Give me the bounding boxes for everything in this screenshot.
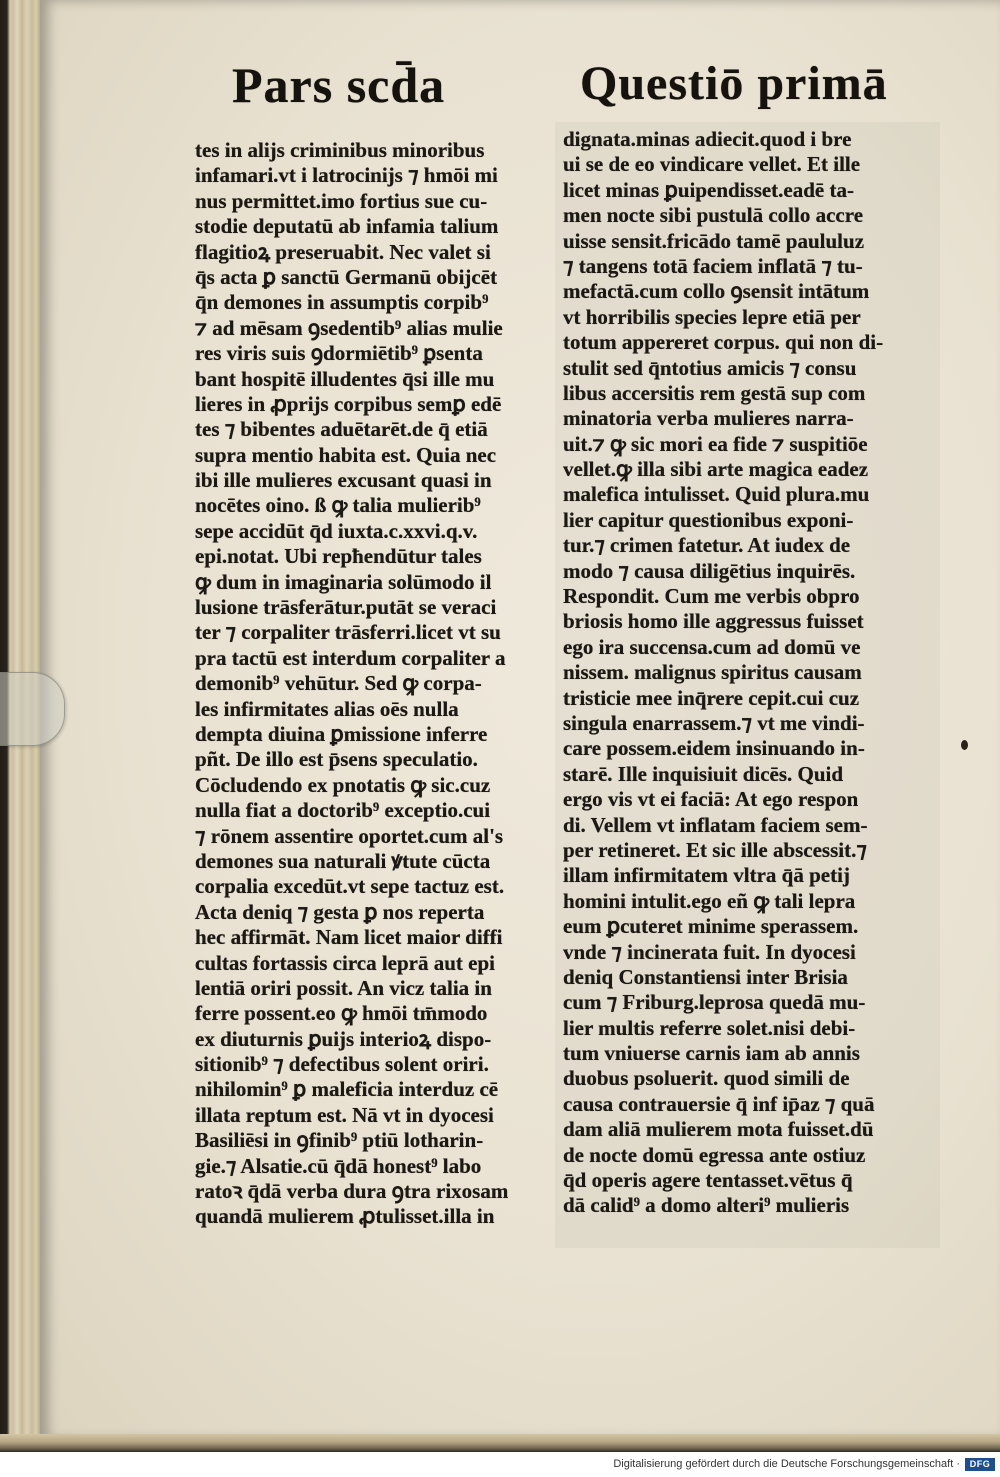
text-line: infamari.vt i latrocinijs ⁊ hmōi mi [195,163,498,188]
text-line: vellet.ꝙ illa sibi arte magica eadez [563,457,869,482]
text-line: ferre possent.eo ꝙ hmōi tm̄modo [195,1001,488,1026]
footer-bar [0,1452,1000,1477]
text-line: starē. Ille inquisiuit dicēs. Quid [563,761,844,786]
text-line: cum ⁊ Friburg.leprosa quedā mu- [563,990,866,1015]
text-line: Cōcludendo ex pnotatis ꝙ sic.cuz [195,772,491,797]
text-line: stulit sed q̄ntotius amicis ⁊ consu [563,355,857,380]
text-line: Basiliēsi in ꝯfinib⁹ ptiū lotharin- [195,1128,484,1153]
text-line: ⁊ ad mēsam ꝯsedentib⁹ alias mulie [195,315,503,340]
text-line: nissem. malignus spiritus causam [563,660,862,685]
text-line: Acta deniq ⁊ gesta ꝑ nos reperta [195,899,485,924]
text-line: care possem.eidem insinuando in- [563,736,865,761]
text-line: tes ⁊ bibentes aduētarēt.de q̄ etiā [195,417,488,442]
text-line: Respondit. Cum me verbis obpro [563,584,860,609]
text-line: sepe accidūt q̄d iuxta.c.xxvi.q.v. [195,518,478,543]
text-line: briosis homo ille aggressus fuisset [563,609,864,634]
text-line: dempta diuina ꝑmissione inferre [195,721,488,746]
text-line: tum vniuerse carnis iam ab annis [563,1041,860,1066]
page-clip [0,672,65,746]
text-line: res viris suis ꝯdormiētib⁹ ꝑsenta [195,341,483,366]
text-line: ⁊ tangens totā faciem inflatā ⁊ tu- [563,253,863,278]
text-line: dam aliā mulierem mota fuisset.dū [563,1117,874,1142]
text-line: ⁊ rōnem assentire oportet.cum al's [195,823,504,848]
text-line: di. Vellem vt inflatam faciem sem- [563,812,868,837]
text-line: mefactā.cum collo ꝯsensit intātum [563,279,870,304]
text-line: ꝙ dum in imaginaria solūmodo il [195,569,492,594]
text-line: nocētes oino. ß ꝙ talia mulierib⁹ [195,493,481,518]
text-line: stodie deputatū ab infamia talium [195,214,499,239]
running-head-left: Pars scd̄a [232,57,446,113]
text-line: singula enarrassem.⁊ vt me vindi- [563,710,865,735]
text-line: ui se de eo vindicare vellet. Et ille [563,152,861,177]
text-line: nihilomin⁹ ꝑ maleficia interduz cē [195,1077,499,1102]
text-line: les infirmitates alias oēs nulla [195,696,459,721]
text-line: nulla fiat a doctorib⁹ exceptio.cui [195,798,491,823]
text-line: epi.notat. Ubi repħendūtur tales [195,544,482,569]
text-line: supra mentio habita est. Quia nec [195,442,497,467]
text-line: licet minas ꝑuipendisset.eadē ta- [563,177,854,202]
text-line: tes in alijs criminibus minoribus [195,138,485,162]
text-line: duobus psoluerit. quod simili de [563,1066,850,1091]
text-line: quandā mulierem ꝓtulisset.illa in [195,1204,495,1229]
text-line: demonib⁹ vehūtur. Sed ꝙ corpa- [195,671,482,696]
text-line: lier capitur questionibus exponi- [563,507,854,532]
text-line: tristicie mee inq̄rere cepit.cui cuz [563,685,860,710]
text-line: men nocte sibi pustulā collo accre [563,203,864,228]
text-line: totum appereret corpus. qui non di- [563,330,884,355]
text-line: illata reptum est. Nā vt in dyocesi [195,1102,494,1127]
text-line: minatoria verba mulieres narra- [563,406,854,431]
text-line: flagitioꝝ preseruabit. Nec valet si [195,239,491,264]
text-line: vt horribilis species lepre etiā per [563,304,861,329]
dfg-logo[interactable]: DFG [965,1458,995,1471]
text-line: malefica intulisset. Quid plura.mu [563,482,870,507]
ink-spot [961,740,968,750]
text-line: lusione trāsferātur.putāt se veraci [195,595,497,620]
text-line: uisse sensit.fricādo tamē paululuz [563,228,865,253]
text-line: per retineret. Et sic ille abscessit.⁊ [563,837,867,862]
text-line: demones sua naturali ꝟtute cūcta [195,848,491,873]
text-line: uit.⁊ ꝙ sic mori ea fide ⁊ suspitiōe [563,431,868,456]
text-line: bant hospitē illudentes q̄si ille mu [195,366,495,391]
text-line: illam infirmitatem vltra q̄ā petij [563,863,850,888]
text-line: causa contrauersie q̄ inf ip̄az ⁊ quā [563,1091,875,1116]
text-line: q̄s acta ꝑ sanctū Germanū obijcēt [195,264,498,289]
text-line: hec affirmāt. Nam licet maior diffi [195,925,503,950]
text-line: lieres in ꝓprijs corpibus semꝑ edē [195,391,502,416]
text-line: ratoꝛ q̄dā verba dura ꝯtra rixosam [195,1179,509,1204]
running-head-right: Questiō primā [580,57,888,110]
text-line: libus accersitis rem gestā sup com [563,380,866,405]
text-line: pra tactū est interdum corpaliter a [195,645,506,670]
text-line: corpalia excedūt.vt sepe tactuz est. [195,874,505,899]
text-line: dā calid⁹ a domo alteri⁹ mulieris [563,1193,850,1218]
digitization-credit: Digitalisierung gefördert durch die Deutsche Forschungsgemeinschaft · [613,1458,960,1470]
text-line: ibi ille mulieres excusant quasi in [195,468,492,493]
text-line: ergo vis vt ei faciā: At ego respon [563,787,859,812]
text-line: sitionib⁹ ⁊ defectibus solent oriri. [195,1052,489,1077]
text-line: cultas fortassis circa leprā aut epi [195,950,495,975]
text-line: vnde ⁊ incinerata fuit. In dyocesi [563,939,856,964]
text-line: homini intulit.ego eñ ꝙ tali lepra [563,888,856,913]
text-column-right [563,127,928,1219]
text-line: nus permittet.imo fortius sue cu- [195,188,488,213]
text-line: ego ira succensa.cum ad domū ve [563,634,861,659]
text-line: q̄d operis agere tentasset.vētus q̄ [563,1168,853,1193]
text-line: tur.⁊ crimen fatetur. At iudex de [563,533,851,558]
text-line: pñt. De illo est p̄sens speculatio. [195,747,478,772]
text-line: deniq Constantiensi inter Brisia [563,964,848,989]
text-column-left [195,138,550,1230]
text-line: lier multis referre solet.nisi debi- [563,1015,856,1040]
text-line: gie.⁊ Alsatie.cū q̄dā honest⁹ labo [195,1153,482,1178]
text-line: eum ꝑcuteret minime sperassem. [563,914,859,939]
text-line: ex diuturnis ꝑuijs interioꝝ dispo- [195,1026,492,1051]
text-line: de nocte domū egressa ante ostiuz [563,1142,866,1167]
text-line: ter ⁊ corpaliter trāsferri.licet vt su [195,620,501,645]
text-line: lentiā oriri possit. An vicz talia in [195,975,492,1000]
text-line: q̄n demones in assumptis corpib⁹ [195,290,489,315]
text-line: dignata.minas adiecit.quod i bre [563,127,852,151]
text-line: modo ⁊ causa diligētius inquirēs. [563,558,856,583]
page-bottom-edge [0,1434,1000,1452]
